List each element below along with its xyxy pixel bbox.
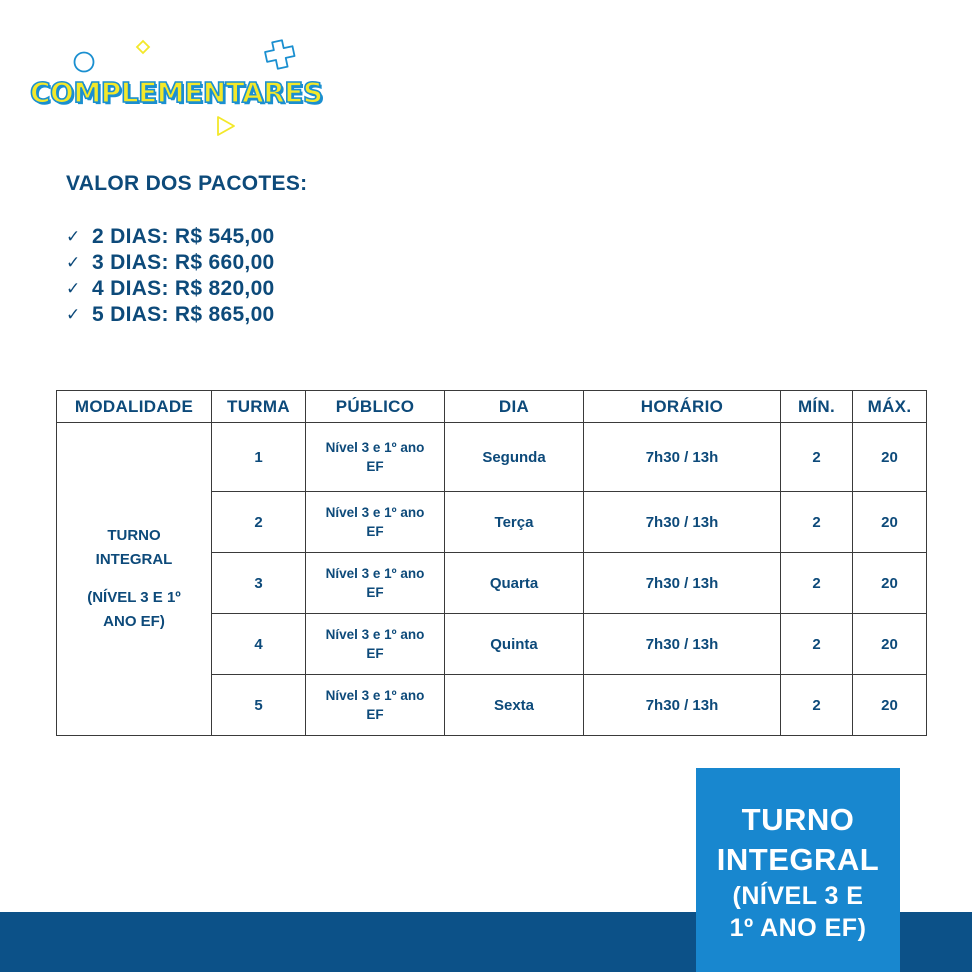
header-publico: PÚBLICO [306, 391, 445, 423]
price-item [66, 276, 275, 302]
header-horario: HORÁRIO [584, 391, 781, 423]
header-turma: TURMA [212, 391, 306, 423]
price-item-label: 3 DIAS: R$ 660,00 [92, 251, 275, 274]
header-min: MÍN. [781, 391, 853, 423]
schedule-table [56, 390, 927, 736]
modalidade-line: INTEGRAL [95, 551, 173, 568]
modalidade-line: TURNO [107, 527, 161, 544]
header-max: MÁX. [853, 391, 927, 423]
header-dia: DIA [445, 391, 584, 423]
dia-cell: Terça [445, 492, 584, 553]
checkmark-icon: ✓ [66, 279, 81, 298]
price-item-label: 5 DIAS: R$ 865,00 [92, 303, 275, 326]
turma-cell: 4 [212, 614, 306, 675]
min-cell: 2 [781, 492, 853, 553]
min-cell: 2 [781, 614, 853, 675]
max-cell: 20 [853, 553, 927, 614]
checkmark-icon: ✓ [66, 305, 81, 324]
modalidade-line: (NÍVEL 3 E 1º [87, 589, 181, 606]
checkmark-icon: ✓ [66, 227, 81, 246]
min-cell: 2 [781, 553, 853, 614]
table-header-row [57, 391, 927, 423]
horario-cell: 7h30 / 13h [584, 614, 781, 675]
min-cell: 2 [781, 675, 853, 736]
turma-cell: 1 [212, 423, 306, 492]
publico-cell: Nível 3 e 1º ano EF [306, 614, 445, 675]
max-cell: 20 [853, 614, 927, 675]
max-cell: 20 [853, 423, 927, 492]
logo-title: COMPLEMENTARES [30, 76, 323, 109]
turma-cell: 3 [212, 553, 306, 614]
publico-cell: Nível 3 e 1º ano EF [306, 492, 445, 553]
dia-cell: Quinta [445, 614, 584, 675]
price-item [66, 250, 275, 276]
table-row [57, 423, 927, 492]
badge-line: (NÍVEL 3 E [732, 882, 864, 910]
badge-line: 1º ANO EF) [729, 914, 867, 942]
max-cell: 20 [853, 675, 927, 736]
min-cell: 2 [781, 423, 853, 492]
dia-cell: Quarta [445, 553, 584, 614]
modalidade-line: ANO EF) [103, 613, 165, 630]
diamond-icon [135, 39, 151, 55]
turma-cell: 5 [212, 675, 306, 736]
horario-cell: 7h30 / 13h [584, 423, 781, 492]
price-item-label: 4 DIAS: R$ 820,00 [92, 277, 275, 300]
prices-title: VALOR DOS PACOTES: [66, 172, 308, 195]
publico-cell: Nível 3 e 1º ano EF [306, 675, 445, 736]
price-item-label: 2 DIAS: R$ 545,00 [92, 225, 275, 248]
circle-icon [72, 50, 96, 74]
modalidade-cell [57, 423, 212, 736]
badge-line: INTEGRAL [716, 842, 880, 877]
play-triangle-icon [214, 114, 238, 138]
turno-integral-badge [696, 768, 900, 972]
dia-cell: Segunda [445, 423, 584, 492]
dia-cell: Sexta [445, 675, 584, 736]
max-cell: 20 [853, 492, 927, 553]
header-modalidade: MODALIDADE [57, 391, 212, 423]
checkmark-icon: ✓ [66, 253, 81, 272]
plus-icon [262, 38, 298, 72]
publico-cell: Nível 3 e 1º ano EF [306, 423, 445, 492]
turma-cell: 2 [212, 492, 306, 553]
price-list [66, 224, 275, 328]
price-item [66, 224, 275, 250]
complementares-logo [30, 36, 360, 146]
horario-cell: 7h30 / 13h [584, 492, 781, 553]
price-item [66, 302, 275, 328]
horario-cell: 7h30 / 13h [584, 675, 781, 736]
badge-line: TURNO [741, 802, 855, 837]
horario-cell: 7h30 / 13h [584, 553, 781, 614]
publico-cell: Nível 3 e 1º ano EF [306, 553, 445, 614]
